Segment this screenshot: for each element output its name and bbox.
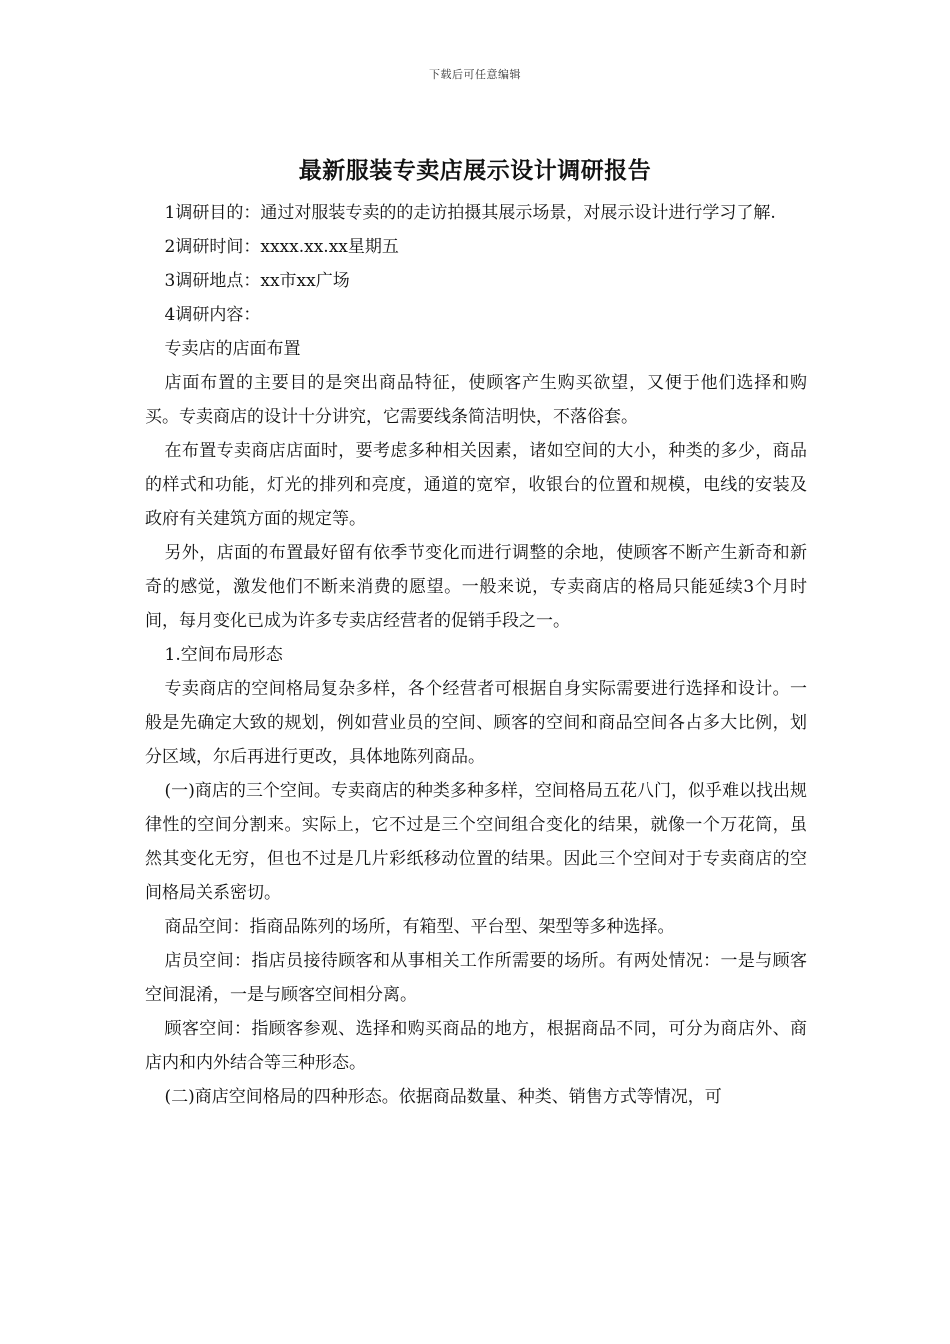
- paragraph-purpose: 1调研目的：通过对服装专卖的的走访拍摄其展示场景，对展示设计进行学习了解.: [164, 203, 776, 223]
- paragraph: 店员空间：指店员接待顾客和从事相关工作所需要的场所。有两处情况：一是与顾客空间混淆，一是与顾客空间相分离。: [145, 951, 807, 1005]
- header-note: 下载后可任意编辑: [429, 68, 521, 81]
- paragraph: 专卖商店的空间格局复杂多样，各个经营者可根据自身实际需要进行选择和设计。一般是先确定大致的规划，例如营业员的空间、顾客的空间和商品空间各占多大比例，划分区域，尔后再进行更改，具体地陈列商品。: [145, 679, 807, 767]
- paragraph: 顾客空间：指顾客参观、选择和购买商品的地方，根据商品不同，可分为商店外、商店内和内外结合等三种形态。: [145, 1019, 807, 1073]
- document-title: 最新服装专卖店展示设计调研报告: [298, 157, 652, 184]
- paragraph: (一)商店的三个空间。专卖商店的种类多种多样，空间格局五花八门，似乎难以找出规律性的空间分割来。实际上，它不过是三个空间组合变化的结果，就像一个万花筒，虽然其变化无穷，但也不过是几片彩纸移动位置的结果。因此三个空间对于专卖商店的空间格局关系密切。: [145, 781, 807, 903]
- document-body: [145, 196, 807, 1114]
- paragraph: 另外，店面的布置最好留有依季节变化而进行调整的余地，使顾客不断产生新奇和新奇的感觉，激发他们不断来消费的愿望。一般来说，专卖商店的格局只能延续3个月时间，每月变化已成为许多专卖店经营者的促销手段之一。: [145, 543, 807, 631]
- paragraph-time: 2调研时间：xxxx.xx.xx星期五: [164, 237, 399, 257]
- paragraph: 店面布置的主要目的是突出商品特征，使顾客产生购买欲望，又便于他们选择和购买。专卖商店的设计十分讲究，它需要线条简洁明快，不落俗套。: [145, 373, 807, 427]
- paragraph-content-heading: 4调研内容：: [164, 305, 261, 325]
- section-heading-storefront: 专卖店的店面布置: [164, 339, 301, 359]
- paragraph: 商品空间：指商品陈列的场所，有箱型、平台型、架型等多种选择。: [164, 917, 675, 937]
- paragraph-location: 3调研地点：xx市xx广场: [164, 271, 350, 291]
- paragraph: (二)商店空间格局的四种形态。依据商品数量、种类、销售方式等情况，可: [164, 1087, 722, 1107]
- paragraph: 在布置专卖商店店面时，要考虑多种相关因素，诸如空间的大小，种类的多少，商品的样式和功能，灯光的排列和亮度，通道的宽窄，收银台的位置和规模，电线的安装及政府有关建筑方面的规定等。: [145, 441, 807, 529]
- section-heading-layout: 1.空间布局形态: [164, 645, 283, 665]
